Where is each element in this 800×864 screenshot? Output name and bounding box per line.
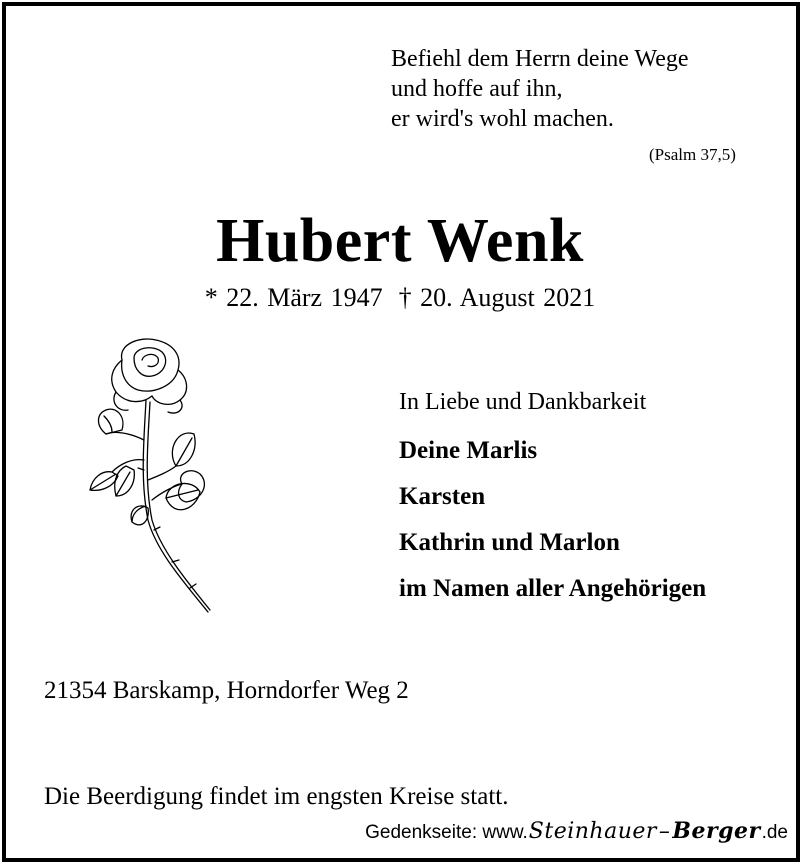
mourner-name: Karsten: [399, 483, 486, 510]
life-dates: [0, 283, 800, 313]
mourning-address: 21354 Barskamp, Horndorfer Weg 2: [44, 677, 409, 704]
burial-note: Die Beerdigung findet im engsten Kreise statt.: [44, 783, 509, 810]
brand-logo-part1: Steinhauer: [528, 819, 657, 844]
verse-reference: (Psalm 37,5): [649, 145, 736, 164]
birth-date: * 22. März 1947: [204, 283, 383, 312]
mourners-intro: In Liebe und Dankbarkeit: [399, 389, 647, 415]
memorial-page-link[interactable]: [365, 818, 788, 844]
mourners-list: [399, 434, 706, 618]
mourner-name: im Namen aller Angehörigen: [399, 575, 707, 602]
brand-logo-part2: Berger: [672, 818, 761, 844]
verse-line: Befiehl dem Herrn deine Wege: [391, 46, 689, 72]
deceased-name: Hubert Wenk: [216, 207, 584, 275]
rose-drawing-icon: [82, 330, 222, 620]
mourner-name: Deine Marlis: [399, 437, 538, 464]
brand-dash: –: [658, 819, 671, 844]
psalm-verse: [391, 44, 689, 134]
footer-tld: .de: [761, 822, 788, 843]
death-date: † 20. August 2021: [398, 283, 596, 312]
verse-line: er wird's wohl machen.: [391, 106, 614, 132]
verse-line: und hoffe auf ihn,: [391, 76, 563, 102]
footer-label: Gedenkseite: www.: [365, 822, 528, 843]
mourner-name: Kathrin und Marlon: [399, 529, 620, 556]
